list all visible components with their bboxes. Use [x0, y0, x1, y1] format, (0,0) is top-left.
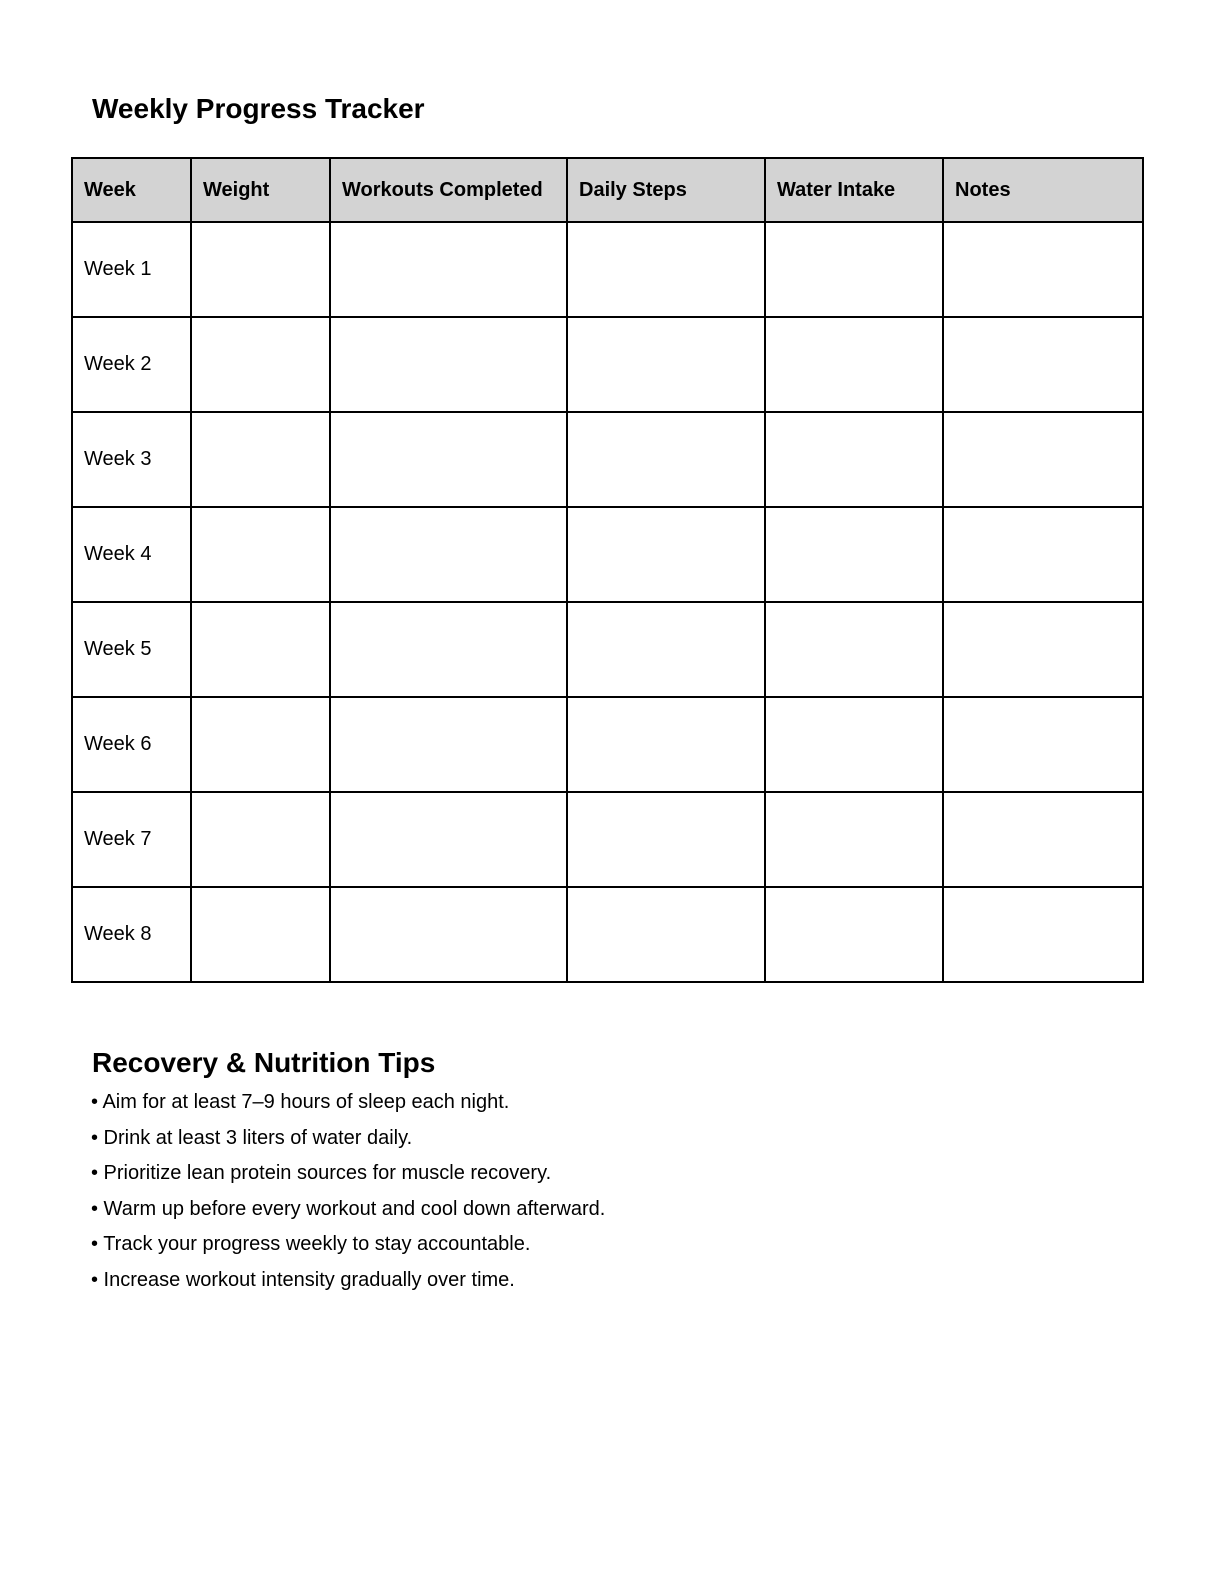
workouts-completed-cell [330, 317, 567, 412]
workouts-completed-cell [330, 222, 567, 317]
daily-steps-cell [567, 792, 765, 887]
weight-cell [191, 602, 330, 697]
week-cell: Week 8 [72, 887, 191, 982]
table-row [72, 602, 1143, 697]
weight-cell [191, 507, 330, 602]
water-intake-cell [765, 887, 943, 982]
column-header-notes: Notes [943, 158, 1143, 222]
water-intake-cell [765, 507, 943, 602]
notes-cell [943, 602, 1143, 697]
page-title: Weekly Progress Tracker [92, 93, 425, 124]
weight-cell [191, 222, 330, 317]
column-header-weight: Weight [191, 158, 330, 222]
water-intake-cell [765, 792, 943, 887]
weight-cell [191, 792, 330, 887]
notes-cell [943, 507, 1143, 602]
daily-steps-cell [567, 222, 765, 317]
week-cell: Week 3 [72, 412, 191, 507]
water-intake-cell [765, 222, 943, 317]
week-cell: Week 1 [72, 222, 191, 317]
workouts-completed-cell [330, 792, 567, 887]
workouts-completed-cell [330, 507, 567, 602]
weight-cell [191, 412, 330, 507]
column-header-week: Week [72, 158, 191, 222]
workouts-completed-cell [330, 602, 567, 697]
water-intake-cell [765, 602, 943, 697]
table-row [72, 697, 1143, 792]
water-intake-cell [765, 317, 943, 412]
notes-cell [943, 222, 1143, 317]
column-header-daily-steps: Daily Steps [567, 158, 765, 222]
week-cell: Week 4 [72, 507, 191, 602]
notes-cell [943, 412, 1143, 507]
progress-table [71, 157, 1144, 983]
table-row [72, 222, 1143, 317]
notes-cell [943, 317, 1143, 412]
workouts-completed-cell [330, 697, 567, 792]
week-cell: Week 6 [72, 697, 191, 792]
list-item: • Track your progress weekly to stay accountable. [91, 1233, 531, 1256]
daily-steps-cell [567, 317, 765, 412]
workouts-completed-cell [330, 412, 567, 507]
notes-cell [943, 887, 1143, 982]
water-intake-cell [765, 412, 943, 507]
table-row [72, 507, 1143, 602]
daily-steps-cell [567, 507, 765, 602]
weight-cell [191, 887, 330, 982]
table-row [72, 412, 1143, 507]
workouts-completed-cell [330, 887, 567, 982]
daily-steps-cell [567, 697, 765, 792]
week-cell: Week 7 [72, 792, 191, 887]
daily-steps-cell [567, 412, 765, 507]
notes-cell [943, 697, 1143, 792]
tips-list [91, 1090, 605, 1304]
list-item: • Prioritize lean protein sources for muscle recovery. [91, 1162, 552, 1185]
table-row [72, 887, 1143, 982]
table-row [72, 792, 1143, 887]
list-item: • Aim for at least 7–9 hours of sleep each night. [91, 1091, 510, 1113]
weight-cell [191, 317, 330, 412]
daily-steps-cell [567, 887, 765, 982]
column-header-workouts-completed: Workouts Completed [330, 158, 567, 222]
table-header-row [72, 158, 1143, 222]
daily-steps-cell [567, 602, 765, 697]
week-cell: Week 5 [72, 602, 191, 697]
list-item: • Increase workout intensity gradually over time. [91, 1268, 515, 1291]
notes-cell [943, 792, 1143, 887]
table-row [72, 317, 1143, 412]
week-cell: Week 2 [72, 317, 191, 412]
tips-section-title: Recovery & Nutrition Tips [92, 1047, 436, 1078]
list-item: • Warm up before every workout and cool down afterward. [91, 1197, 606, 1220]
list-item: • Drink at least 3 liters of water daily. [91, 1126, 413, 1149]
column-header-water-intake: Water Intake [765, 158, 943, 222]
weight-cell [191, 697, 330, 792]
water-intake-cell [765, 697, 943, 792]
